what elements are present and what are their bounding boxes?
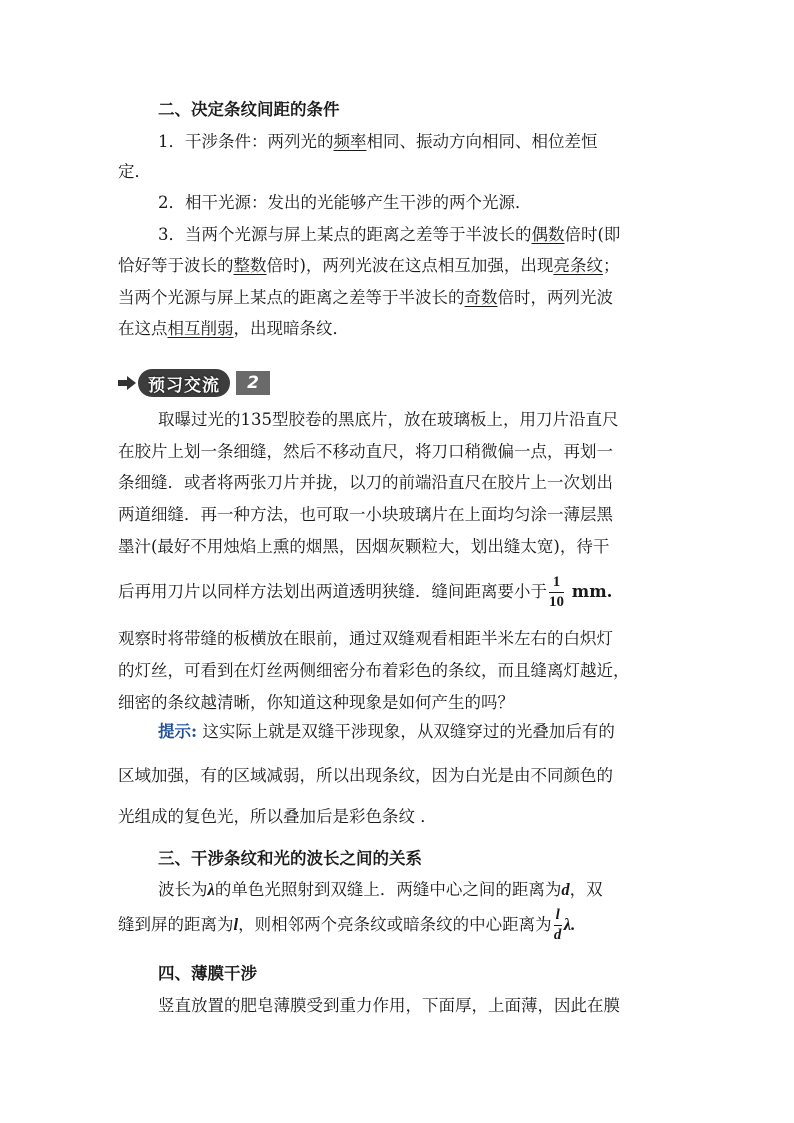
paragraph-line: 3．当两个光源与屏上某点的距离之差等于半波长的偶数倍时(即 [158, 225, 621, 244]
paragraph-line: 竖直放置的肥皂薄膜受到重力作用，下面厚，上面薄，因此在膜 [158, 996, 620, 1015]
paragraph-line: 取曝过光的135型胶卷的黑底片，放在玻璃板上，用刀片沿直尺 [158, 410, 619, 429]
hint-line: 区域加强，有的区域减弱，所以出现条纹，因为白光是由不同颜色的 [118, 766, 613, 785]
section-heading-4: 四、薄膜干涉 [158, 964, 257, 983]
paragraph-line: 定． [118, 162, 151, 181]
hint-line: 光组成的复色光，所以叠加后是彩色条纹 ． [118, 807, 437, 826]
fraction: $\frac{l}{d}$ [553, 907, 562, 943]
paragraph-line: 两道细缝．再一种方法，也可取一小块玻璃片在上面均匀涂一薄层黑 [118, 505, 613, 524]
paragraph-line: 在这点相互削弱，出现暗条纹． [118, 319, 349, 338]
banner-number: 2 [236, 371, 270, 395]
paragraph-line: 在胶片上划一条细缝，然后不移动直尺，将刀口稍微偏一点，再划一 [118, 442, 613, 461]
paragraph-line: 缝到屏的距离为l，则相邻两个亮条纹或暗条纹的中心距离为 $\frac{l}{d}$ λ. [118, 907, 576, 943]
hint-line: 提示: 这实际上就是双缝干涉现象，从双缝穿过的光叠加后有的 [158, 722, 615, 741]
paragraph-line: 条细缝．或者将两张刀片并拢，以刀的前端沿直尺在胶片上一次划出 [118, 473, 613, 492]
fraction: $\frac{1}{10}$ [549, 574, 564, 610]
paragraph-line: 1．干涉条件：两列光的频率相同、振动方向相同、相位差恒 [158, 132, 598, 151]
hint-label: 提示: [158, 722, 198, 741]
banner-label: 预习交流 [138, 369, 230, 397]
paragraph-line: 2．相干光源：发出的光能够产生干涉的两个光源． [158, 193, 532, 212]
section-heading-2: 二、决定条纹间距的条件 [158, 100, 340, 119]
paragraph-line: 后再用刀片以同样方法划出两道透明狭缝．缝间距离要小于 $\frac{1}{10}$ mm. [118, 574, 613, 610]
paragraph-line: 恰好等于波长的整数倍时)，两列光波在这点相互加强，出现亮条纹； [118, 256, 620, 275]
paragraph-line: 细密的条纹越清晰，你知道这种现象是如何产生的吗？ [118, 693, 514, 712]
paragraph-line: 观察时将带缝的板横放在眼前，通过双缝观看相距半米左右的白炽灯 [118, 629, 613, 648]
section-heading-3: 三、干涉条纹和光的波长之间的关系 [158, 849, 422, 868]
paragraph-line: 当两个光源与屏上某点的距离之差等于半波长的奇数倍时，两列光波 [118, 288, 613, 307]
paragraph-line: 波长为λ的单色光照射到双缝上．两缝中心之间的距离为d，双 [158, 880, 603, 899]
arrow-right-icon [118, 374, 136, 392]
preview-exchange-banner [118, 368, 270, 398]
paragraph-line: 的灯丝，可看到在灯丝两侧细密分布着彩色的条纹，而且缝离灯越近， [118, 661, 630, 680]
paragraph-line: 墨汁(最好不用烛焰上熏的烟黑，因烟灰颗粒大，划出缝太宽)，待干 [118, 537, 610, 556]
